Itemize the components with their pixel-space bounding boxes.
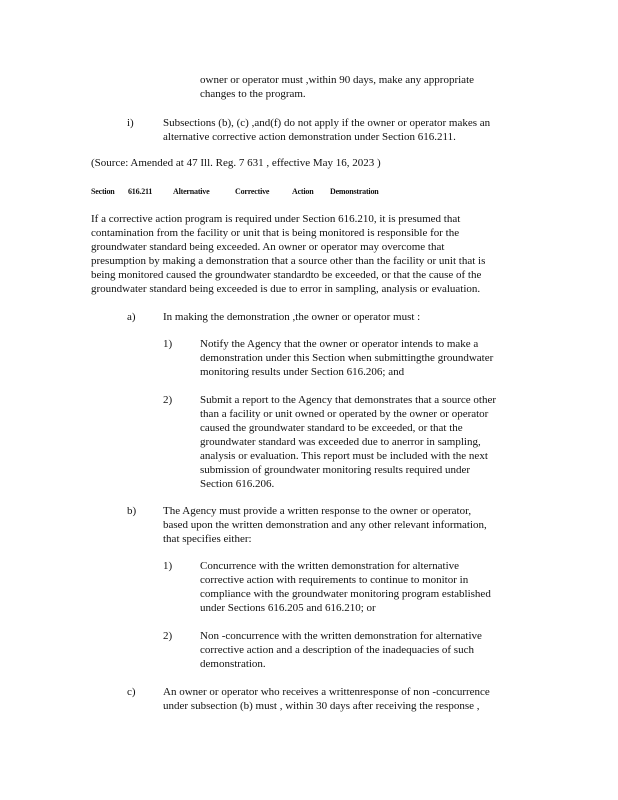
subitem-label-b1: 1) xyxy=(163,560,173,572)
subitem-a1-text xyxy=(200,337,510,379)
text-line: under subsection (b) must , within 30 days after receiving the response , xyxy=(163,700,480,712)
text-line: contamination from the facility or unit that is being monitored is responsible for the xyxy=(91,227,460,239)
text-line: Submit a report to the Agency that demonstrates that a source other xyxy=(200,394,497,406)
text-line: changes to the program. xyxy=(200,88,306,100)
text-line: caused the groundwater standard to be exceeded, or that the xyxy=(200,422,463,434)
section-heading-word: Demonstration xyxy=(330,187,379,196)
subitem-b2-text xyxy=(200,629,498,671)
text-line: Notify the Agency that the owner or operator intends to make a xyxy=(200,338,479,350)
item-label-c: c) xyxy=(127,686,136,698)
text-line: Non -concurrence with the written demonstration for alternative xyxy=(200,630,482,642)
intro-paragraph xyxy=(91,212,523,296)
text-line: alternative corrective action demonstration under Section 616.211. xyxy=(163,131,456,143)
text-line: groundwater standard being exceeded. An owner or operator may overcome that xyxy=(91,241,445,253)
text-line: corrective action and a description of the inadequacies of such xyxy=(200,644,474,656)
section-heading-word: Action xyxy=(292,187,314,196)
text-line: submission of groundwater monitoring results required under xyxy=(200,464,471,476)
item-label-i: i) xyxy=(127,117,134,129)
text-line: based upon the written demonstration and any other relevant information, xyxy=(163,519,487,531)
text-line: Concurrence with the written demonstration for alternative xyxy=(200,560,460,572)
text-line: than a facility or unit owned or operated by the owner or operator xyxy=(200,408,489,420)
item-a-text xyxy=(163,310,420,324)
text-line: In making the demonstration ,the owner or operator must : xyxy=(163,311,421,323)
text-line: If a corrective action program is required under Section 616.210, it is presumed that xyxy=(91,213,461,225)
text-line: monitoring results under Section 616.206; and xyxy=(200,366,405,378)
item-c-text xyxy=(163,685,507,713)
text-line: demonstration. xyxy=(200,658,266,670)
text-line: presumption by making a demonstration that a source other than the facility or unit that is xyxy=(91,255,486,267)
item-i-text xyxy=(163,116,523,144)
source-note: (Source: Amended at 47 Ill. Reg. 7 631 , effective May 16, 2023 ) xyxy=(91,157,381,169)
section-heading-word: Section xyxy=(91,187,115,196)
item-b-text xyxy=(163,504,509,546)
text-line: Section 616.206. xyxy=(200,478,275,490)
carryover-text xyxy=(200,73,488,101)
text-line: analysis or evaluation. This report must be included with the next xyxy=(200,450,488,462)
text-line: owner or operator must ,within 90 days, make any appropriate xyxy=(200,74,475,86)
text-line: compliance with the groundwater monitoring program established xyxy=(200,588,491,600)
section-heading-word: 616.211 xyxy=(128,187,153,196)
text-line: being monitored caused the groundwater standardto be exceeded, or that the cause of the xyxy=(91,269,482,281)
subitem-label-a1: 1) xyxy=(163,338,173,350)
text-line: under Sections 616.205 and 616.210; or xyxy=(200,602,376,614)
text-line: corrective action with requirements to continue to monitor in xyxy=(200,574,469,586)
text-line: An owner or operator who receives a writtenresponse of non -concurrence xyxy=(163,686,490,698)
section-heading-word: Corrective xyxy=(235,187,270,196)
section-heading xyxy=(91,187,391,197)
text-line: groundwater standard was exceeded due to anerror in sampling, xyxy=(200,436,481,448)
text-line: that specifies either: xyxy=(163,533,252,545)
section-heading-word: Alternative xyxy=(173,187,210,196)
text-line: demonstration under this Section when submittingthe groundwater xyxy=(200,352,494,364)
subitem-b1-text xyxy=(200,559,508,615)
text-line: groundwater standard being exceeded is due to error in sampling, analysis or evaluation. xyxy=(91,283,481,295)
subitem-label-a2: 2) xyxy=(163,394,173,406)
item-label-b: b) xyxy=(127,505,137,517)
subitem-a2-text xyxy=(200,393,522,491)
text-line: Subsections (b), (c) ,and(f) do not apply if the owner or operator makes an xyxy=(163,117,491,129)
subitem-label-b2: 2) xyxy=(163,630,173,642)
text-line: The Agency must provide a written response to the owner or operator, xyxy=(163,505,472,517)
item-label-a: a) xyxy=(127,311,136,323)
